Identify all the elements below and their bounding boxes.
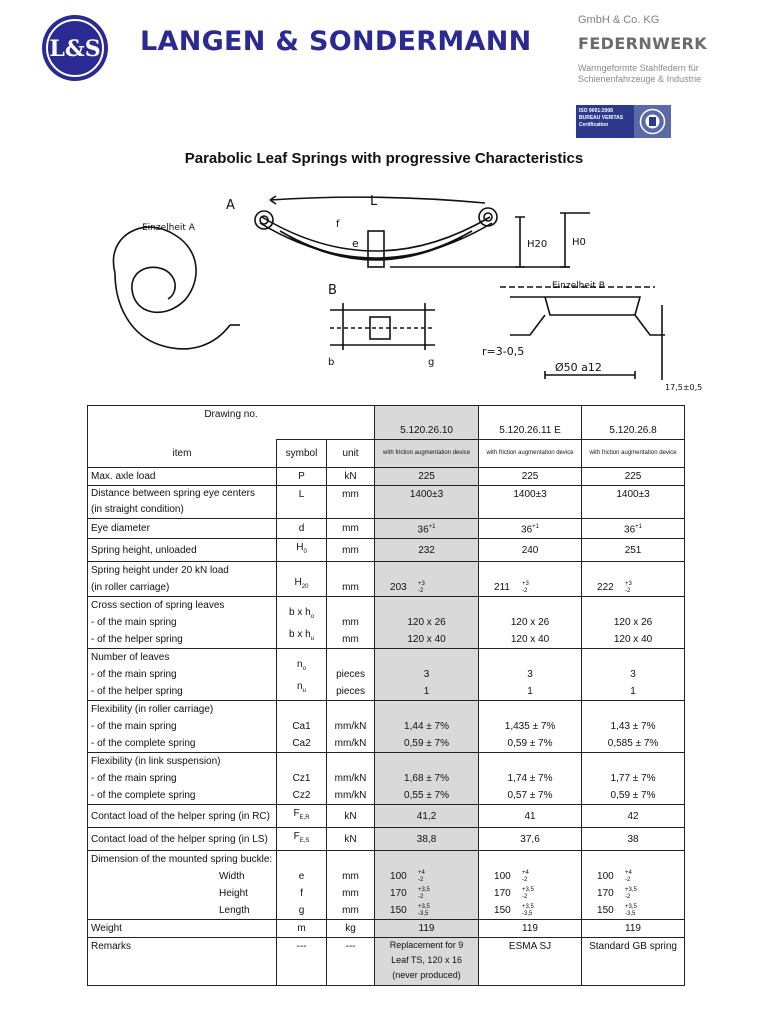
row-item-main: - of the main spring (91, 773, 177, 785)
iso-text: ISO 9001:2008 BUREAU VERITAS Certification (576, 105, 634, 138)
row-main-value-2: 3 (527, 669, 533, 681)
table-row (88, 519, 685, 539)
row-value-2: 240 (479, 539, 582, 562)
row-symbol-helper: b x h (288, 629, 311, 641)
header-row-drawing (88, 406, 685, 440)
remark-1-line-3: (never produced) (392, 970, 461, 981)
row-symbol-main: b x h (288, 607, 311, 619)
row-item: Spring height, unloaded (88, 539, 277, 562)
tol-down: -2 (418, 587, 424, 594)
company-form: GmbH & Co. KG (578, 14, 660, 26)
unit-header: unit (327, 440, 375, 468)
tol-down: -2 (418, 876, 424, 883)
table-row (88, 701, 685, 753)
row-symbol-sub: E,S (299, 838, 310, 845)
row-symbol-width: e (298, 871, 305, 883)
table-row (88, 851, 685, 920)
row-value-3: 1400±3 (582, 486, 685, 519)
row-symbol-complete: Ca2 (292, 738, 311, 750)
tol-up: +3,5 (625, 886, 637, 893)
tol-up: +3 (418, 580, 425, 587)
row-main-value-3: 3 (630, 669, 636, 681)
row-value-1: 36 (417, 524, 429, 536)
item-header: item (88, 440, 277, 468)
row-item: Flexibility (in roller carriage) (91, 704, 214, 716)
row-symbol-height: f (300, 888, 303, 900)
row-symbol: d (277, 519, 327, 539)
length-value-2: 150 (494, 905, 511, 917)
label-radius: r=3-0,5 (482, 345, 525, 358)
row-complete-value-2: 0,59 ± 7% (507, 738, 553, 750)
tol-down: -3,5 (625, 910, 636, 917)
row-symbol-sub: 20 (301, 584, 309, 591)
row-value-2: 37,6 (479, 828, 582, 851)
row-value-2: 119 (479, 920, 582, 938)
row-unit: kN (327, 828, 375, 851)
row-symbol-main-sub: o (310, 614, 315, 621)
row-item-main: - of the main spring (91, 617, 177, 629)
tol-down: -2 (625, 587, 631, 594)
row-value-2: 1400±3 (479, 486, 582, 519)
row-value-2: 41 (479, 805, 582, 828)
row-unit: pieces (336, 686, 365, 698)
row-main-value-1: 3 (423, 669, 430, 681)
drawing-no-label: Drawing no. (88, 406, 375, 440)
table-row (88, 938, 685, 986)
row-unit: kN (327, 805, 375, 828)
row-item-main: - of the main spring (91, 669, 177, 681)
row-item-note: (in roller carriage) (91, 582, 170, 594)
height-value-2: 170 (494, 888, 511, 900)
label-h0: H0 (572, 237, 586, 248)
row-item: Weight (88, 920, 277, 938)
tol-up: +3,5 (625, 903, 637, 910)
row-unit: mm/kN (334, 721, 367, 733)
row-complete-value-3: 0,585 ± 7% (607, 738, 659, 750)
label-thickness: 17,5±0,5 (665, 383, 703, 392)
row-value-1: 232 (375, 539, 479, 562)
row-complete-value-3: 0,59 ± 7% (610, 790, 656, 802)
row-value-2: 225 (479, 468, 582, 486)
federnwerk-label: FEDERNWERK (578, 34, 708, 53)
row-item-height: Height (219, 888, 248, 900)
row-main-value-3: 120 x 26 (613, 617, 653, 629)
label-l: L (370, 194, 378, 209)
col2-device: with friction augmentation device (486, 450, 574, 456)
row-item: Flexibility (in link suspension) (91, 756, 221, 768)
row-main-value-3: 1,77 ± 7% (610, 773, 656, 785)
table-row (88, 597, 685, 649)
row-symbol-main: Cz1 (292, 773, 311, 785)
width-value-3: 100 (597, 871, 614, 883)
row-value-3: 119 (582, 920, 685, 938)
row-symbol-helper-sub: u (310, 636, 315, 643)
tol-down: -2 (418, 893, 424, 900)
row-item: Max. axle load (88, 468, 277, 486)
row-symbol-main: n (297, 659, 303, 671)
table-row (88, 539, 685, 562)
tol-up: +3,5 (522, 886, 534, 893)
row-unit: kg (327, 920, 375, 938)
row-helper-value-1: 120 x 40 (407, 634, 446, 646)
table-row (88, 828, 685, 851)
row-symbol: P (277, 468, 327, 486)
row-value-3: 225 (582, 468, 685, 486)
row-item-note: (in straight condition) (91, 504, 184, 515)
row-unit: mm (327, 539, 375, 562)
row-unit: mm (342, 617, 359, 629)
row-symbol: F (293, 808, 300, 820)
row-item: Number of leaves (91, 652, 170, 664)
header-row-item (88, 440, 685, 468)
table-row (88, 468, 685, 486)
row-item: Dimension of the mounted spring buckle: (91, 854, 273, 866)
row-value-3: 38 (582, 828, 685, 851)
tol-up: +3,5 (418, 903, 430, 910)
height-value-3: 170 (597, 888, 614, 900)
tol-down: -2 (625, 876, 631, 883)
row-value-1: 225 (375, 468, 479, 486)
length-value-3: 150 (597, 905, 614, 917)
row-helper-value-1: 1 (423, 686, 430, 698)
tol-up: +4 (418, 869, 425, 876)
row-item-width: Width (219, 871, 245, 883)
label-e: e (352, 237, 359, 250)
row-unit: mm (327, 519, 375, 539)
col2-drawing-no: 5.120.26.11 E (479, 406, 582, 440)
row-item: Contact load of the helper spring (in LS) (88, 828, 277, 851)
detail-b-label: Einzelheit B (552, 281, 605, 291)
label-a: A (226, 198, 235, 213)
company-tagline: Warmgeformte Stahlfedern für Schienenfahrzeuge & Industrie (578, 63, 702, 84)
row-value-1: 38,8 (375, 828, 479, 851)
row-item: Spring height under 20 kN load (91, 565, 229, 577)
row-unit: --- (327, 938, 375, 986)
row-complete-value-1: 0,59 ± 7% (404, 738, 450, 750)
row-unit: pieces (336, 669, 365, 681)
row-value-3: 222 (597, 582, 614, 594)
tol-down: -3,5 (418, 910, 429, 917)
row-value-1: 1400±3 (375, 486, 479, 519)
row-value-2: 211 (494, 582, 510, 594)
row-unit: mm (342, 871, 359, 883)
row-helper-value-2: 120 x 40 (510, 634, 550, 646)
row-symbol-main-sub: o (302, 666, 306, 673)
label-b: B (328, 283, 337, 298)
row-main-value-1: 1,44 ± 7% (404, 721, 450, 733)
row-item: Cross section of spring leaves (91, 600, 225, 612)
row-unit: mm/kN (334, 738, 367, 750)
table-row (88, 805, 685, 828)
row-symbol: --- (277, 938, 327, 986)
col3-device: with friction augmentation device (589, 450, 677, 456)
tol-up: +3 (522, 580, 529, 587)
row-value-1: 41,2 (375, 805, 479, 828)
row-tolerance: +1 (532, 524, 540, 530)
remark-3: Standard GB spring (582, 938, 685, 986)
tol-up: +3 (625, 580, 632, 587)
table-row (88, 486, 685, 519)
company-logo (40, 13, 110, 83)
row-item: Remarks (88, 938, 277, 986)
table-row (88, 562, 685, 597)
row-symbol: F (293, 831, 300, 843)
row-item-helper: - of the helper spring (91, 686, 183, 698)
col3-drawing-no: 5.120.26.8 (582, 406, 685, 440)
row-tolerance: +1 (428, 524, 436, 530)
bureau-veritas-seal-icon (634, 105, 671, 138)
row-main-value-1: 1,68 ± 7% (404, 773, 450, 785)
logo-text: L&S (49, 36, 101, 62)
row-symbol-complete: Cz2 (292, 790, 311, 802)
row-symbol-helper: n (297, 681, 303, 693)
row-value-1: 119 (375, 920, 479, 938)
row-value-1: 203 (390, 582, 407, 594)
row-symbol: L (277, 486, 327, 519)
page-title: Parabolic Leaf Springs with progressive Characteristics (184, 150, 584, 167)
iso-certification-badge (576, 105, 671, 138)
detail-a-label: Einzelheit A (142, 223, 195, 233)
remark-1-line-1: Replacement for 9 (389, 940, 464, 951)
height-value-1: 170 (390, 888, 407, 900)
row-complete-value-1: 0,55 ± 7% (404, 790, 450, 802)
leaf-spring-drawing (90, 175, 703, 397)
row-value-3: 42 (582, 805, 685, 828)
row-helper-value-3: 1 (630, 686, 636, 698)
row-symbol-main: Ca1 (292, 721, 311, 733)
row-unit: mm/kN (334, 773, 367, 785)
row-helper-value-3: 120 x 40 (613, 634, 653, 646)
col1-drawing-no: 5.120.26.10 (375, 406, 479, 440)
tol-up: +3,5 (522, 903, 534, 910)
row-unit: mm (342, 905, 359, 917)
row-item-main: - of the main spring (91, 721, 177, 733)
table-row (88, 753, 685, 805)
label-h20: H20 (527, 239, 548, 250)
row-symbol-sub: 0 (303, 549, 307, 556)
row-main-value-2: 120 x 26 (510, 617, 550, 629)
label-g: g (428, 357, 435, 368)
table-row (88, 920, 685, 938)
row-main-value-1: 120 x 26 (407, 617, 446, 629)
row-unit: mm (327, 486, 375, 519)
label-b-small: b (328, 357, 335, 368)
row-item: Distance between spring eye centers (91, 488, 255, 499)
row-symbol-length: g (298, 905, 305, 917)
remark-1-line-2: Leaf TS, 120 x 16 (391, 955, 462, 966)
row-symbol-helper-sub: u (302, 688, 306, 695)
label-f: f (336, 219, 340, 230)
row-item-complete: - of the complete spring (91, 738, 196, 750)
row-value-2: 36 (521, 524, 533, 536)
specification-table (87, 405, 685, 986)
header-right (578, 14, 748, 85)
row-item-length: Length (219, 905, 250, 917)
tol-down: -2 (522, 893, 528, 900)
tol-down: -2 (522, 587, 528, 594)
tol-up: +3,5 (418, 886, 430, 893)
tol-up: +4 (522, 869, 529, 876)
company-name: LANGEN & SONDERMANN (140, 26, 532, 57)
row-item-complete: - of the complete spring (91, 790, 196, 802)
row-unit: kN (327, 468, 375, 486)
row-symbol-sub: E,R (299, 815, 310, 822)
row-value-3: 251 (582, 539, 685, 562)
row-symbol: m (277, 920, 327, 938)
symbol-header: symbol (277, 440, 327, 468)
row-item: Eye diameter (88, 519, 277, 539)
tol-up: +4 (625, 869, 632, 876)
row-unit: mm (327, 562, 375, 597)
width-value-2: 100 (494, 871, 511, 883)
row-item-helper: - of the helper spring (91, 634, 183, 646)
tol-down: -2 (625, 893, 631, 900)
col1-device: with friction augmentation device (383, 450, 471, 456)
row-complete-value-2: 0,57 ± 7% (507, 790, 553, 802)
width-value-1: 100 (390, 871, 407, 883)
row-main-value-2: 1,74 ± 7% (507, 773, 553, 785)
row-value-3: 36 (624, 524, 636, 536)
row-main-value-2: 1,435 ± 7% (504, 721, 556, 733)
table-row (88, 649, 685, 701)
row-unit: mm (342, 888, 359, 900)
remark-2: ESMA SJ (479, 938, 582, 986)
length-value-1: 150 (390, 905, 407, 917)
row-item: Contact load of the helper spring (in RC) (88, 805, 277, 828)
row-unit: mm/kN (334, 790, 367, 802)
row-helper-value-2: 1 (527, 686, 533, 698)
label-diameter: Ø50 a12 (555, 361, 602, 374)
row-symbol: H (296, 542, 304, 554)
tol-down: -3,5 (522, 910, 533, 917)
tol-down: -2 (522, 876, 528, 883)
row-tolerance: +1 (635, 524, 643, 530)
row-unit: mm (342, 634, 359, 646)
row-symbol: H (294, 577, 302, 589)
row-main-value-3: 1,43 ± 7% (610, 721, 656, 733)
